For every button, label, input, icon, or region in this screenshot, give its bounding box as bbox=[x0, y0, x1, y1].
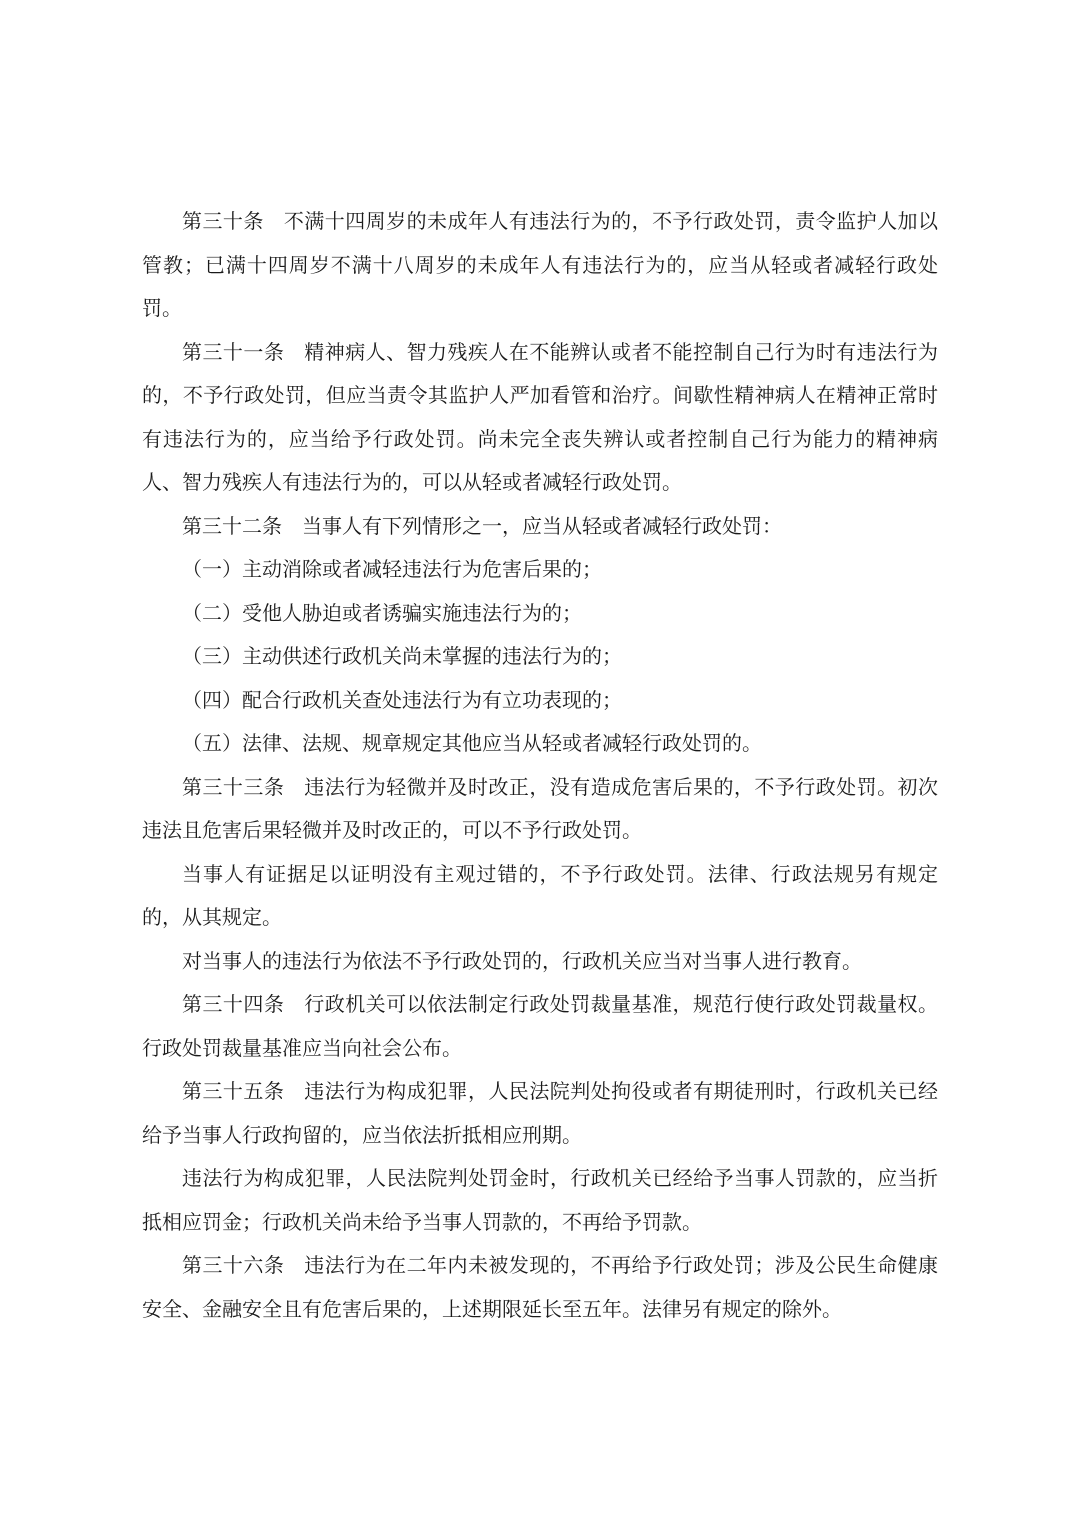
list-item-text: （四）配合行政机关查处违法行为有立功表现的； bbox=[182, 687, 622, 712]
list-item-2 bbox=[142, 592, 938, 636]
paragraph-text: 精神病人、智力残疾人在不能辨认或者不能控制自己行为时有违法行为的，不予行政处罚，但应当责令其监护人严加看管和治疗。间歇性精神病人在精神正常时有违法行为的，应当给予行政处罚。尚未完全丧失辨认或者控制自己行为能力的精神病人、智力残疾人有违法行为的，可以从轻或者减轻行政处罚。 bbox=[142, 339, 939, 494]
paragraph-article-32 bbox=[142, 505, 938, 549]
list-item-1 bbox=[142, 548, 938, 592]
list-item-text: （三）主动供述行政机关尚未掌握的违法行为的； bbox=[182, 644, 622, 668]
paragraph-article-30 bbox=[142, 200, 938, 331]
paragraph-text: 当事人有证据足以证明没有主观过错的，不予行政处罚。法律、行政法规另有规定的，从其规定。 bbox=[142, 861, 938, 929]
paragraph-text: 当事人有下列情形之一，应当从轻或者减轻行政处罚： bbox=[302, 513, 782, 538]
paragraph-text: 对当事人的违法行为依法不予行政处罚的，行政机关应当对当事人进行教育。 bbox=[182, 948, 862, 973]
list-item-4 bbox=[142, 679, 938, 723]
list-item-text: （一）主动消除或者减轻违法行为危害后果的； bbox=[182, 557, 602, 581]
paragraph-article-34 bbox=[142, 983, 938, 1070]
paragraph-text: 行政机关可以依法制定行政处罚裁量基准，规范行使行政处罚裁量权。行政处罚裁量基准应当向社会公布。 bbox=[142, 992, 939, 1060]
article-number: 第三十二条 bbox=[182, 513, 282, 538]
list-item-5 bbox=[142, 722, 938, 766]
list-item-text: （五）法律、法规、规章规定其他应当从轻或者减轻行政处罚的。 bbox=[182, 731, 762, 755]
list-item-text: （二）受他人胁迫或者诱骗实施违法行为的； bbox=[182, 600, 582, 625]
paragraph-text: 违法行为在二年内未被发现的，不再给予行政处罚；涉及公民生命健康安全、金融安全且有危害后果的，上述期限延长至五年。法律另有规定的除外。 bbox=[142, 1253, 939, 1321]
paragraph-article-33-clause-2 bbox=[142, 853, 938, 940]
paragraph-text: 违法行为轻微并及时改正，没有造成危害后果的，不予行政处罚。初次违法且危害后果轻微并及时改正的，可以不予行政处罚。 bbox=[142, 774, 939, 842]
paragraph-text: 违法行为构成犯罪，人民法院判处拘役或者有期徒刑时，行政机关已经给予当事人行政拘留的，应当依法折抵相应刑期。 bbox=[142, 1079, 939, 1147]
list-item-3 bbox=[142, 635, 938, 679]
paragraph-article-36 bbox=[142, 1244, 938, 1331]
article-number: 第三十六条 bbox=[182, 1253, 285, 1277]
paragraph-article-35-clause-2 bbox=[142, 1157, 938, 1244]
article-number: 第三十条 bbox=[182, 209, 264, 233]
paragraph-article-31 bbox=[142, 331, 938, 505]
article-number: 第三十三条 bbox=[182, 774, 285, 799]
paragraph-text: 违法行为构成犯罪，人民法院判处罚金时，行政机关已经给予当事人罚款的，应当折抵相应罚金；行政机关尚未给予当事人罚款的，不再给予罚款。 bbox=[142, 1166, 938, 1234]
paragraph-article-35 bbox=[142, 1070, 938, 1157]
paragraph-article-33 bbox=[142, 766, 938, 853]
article-number: 第三十四条 bbox=[182, 992, 285, 1016]
article-number: 第三十一条 bbox=[182, 339, 285, 364]
article-number: 第三十五条 bbox=[182, 1079, 285, 1103]
paragraph-article-33-clause-3 bbox=[142, 940, 938, 984]
document-body bbox=[142, 200, 938, 1331]
paragraph-text: 不满十四周岁的未成年人有违法行为的，不予行政处罚，责令监护人加以管教；已满十四周岁不满十八周岁的未成年人有违法行为的，应当从轻或者减轻行政处罚。 bbox=[142, 209, 939, 320]
